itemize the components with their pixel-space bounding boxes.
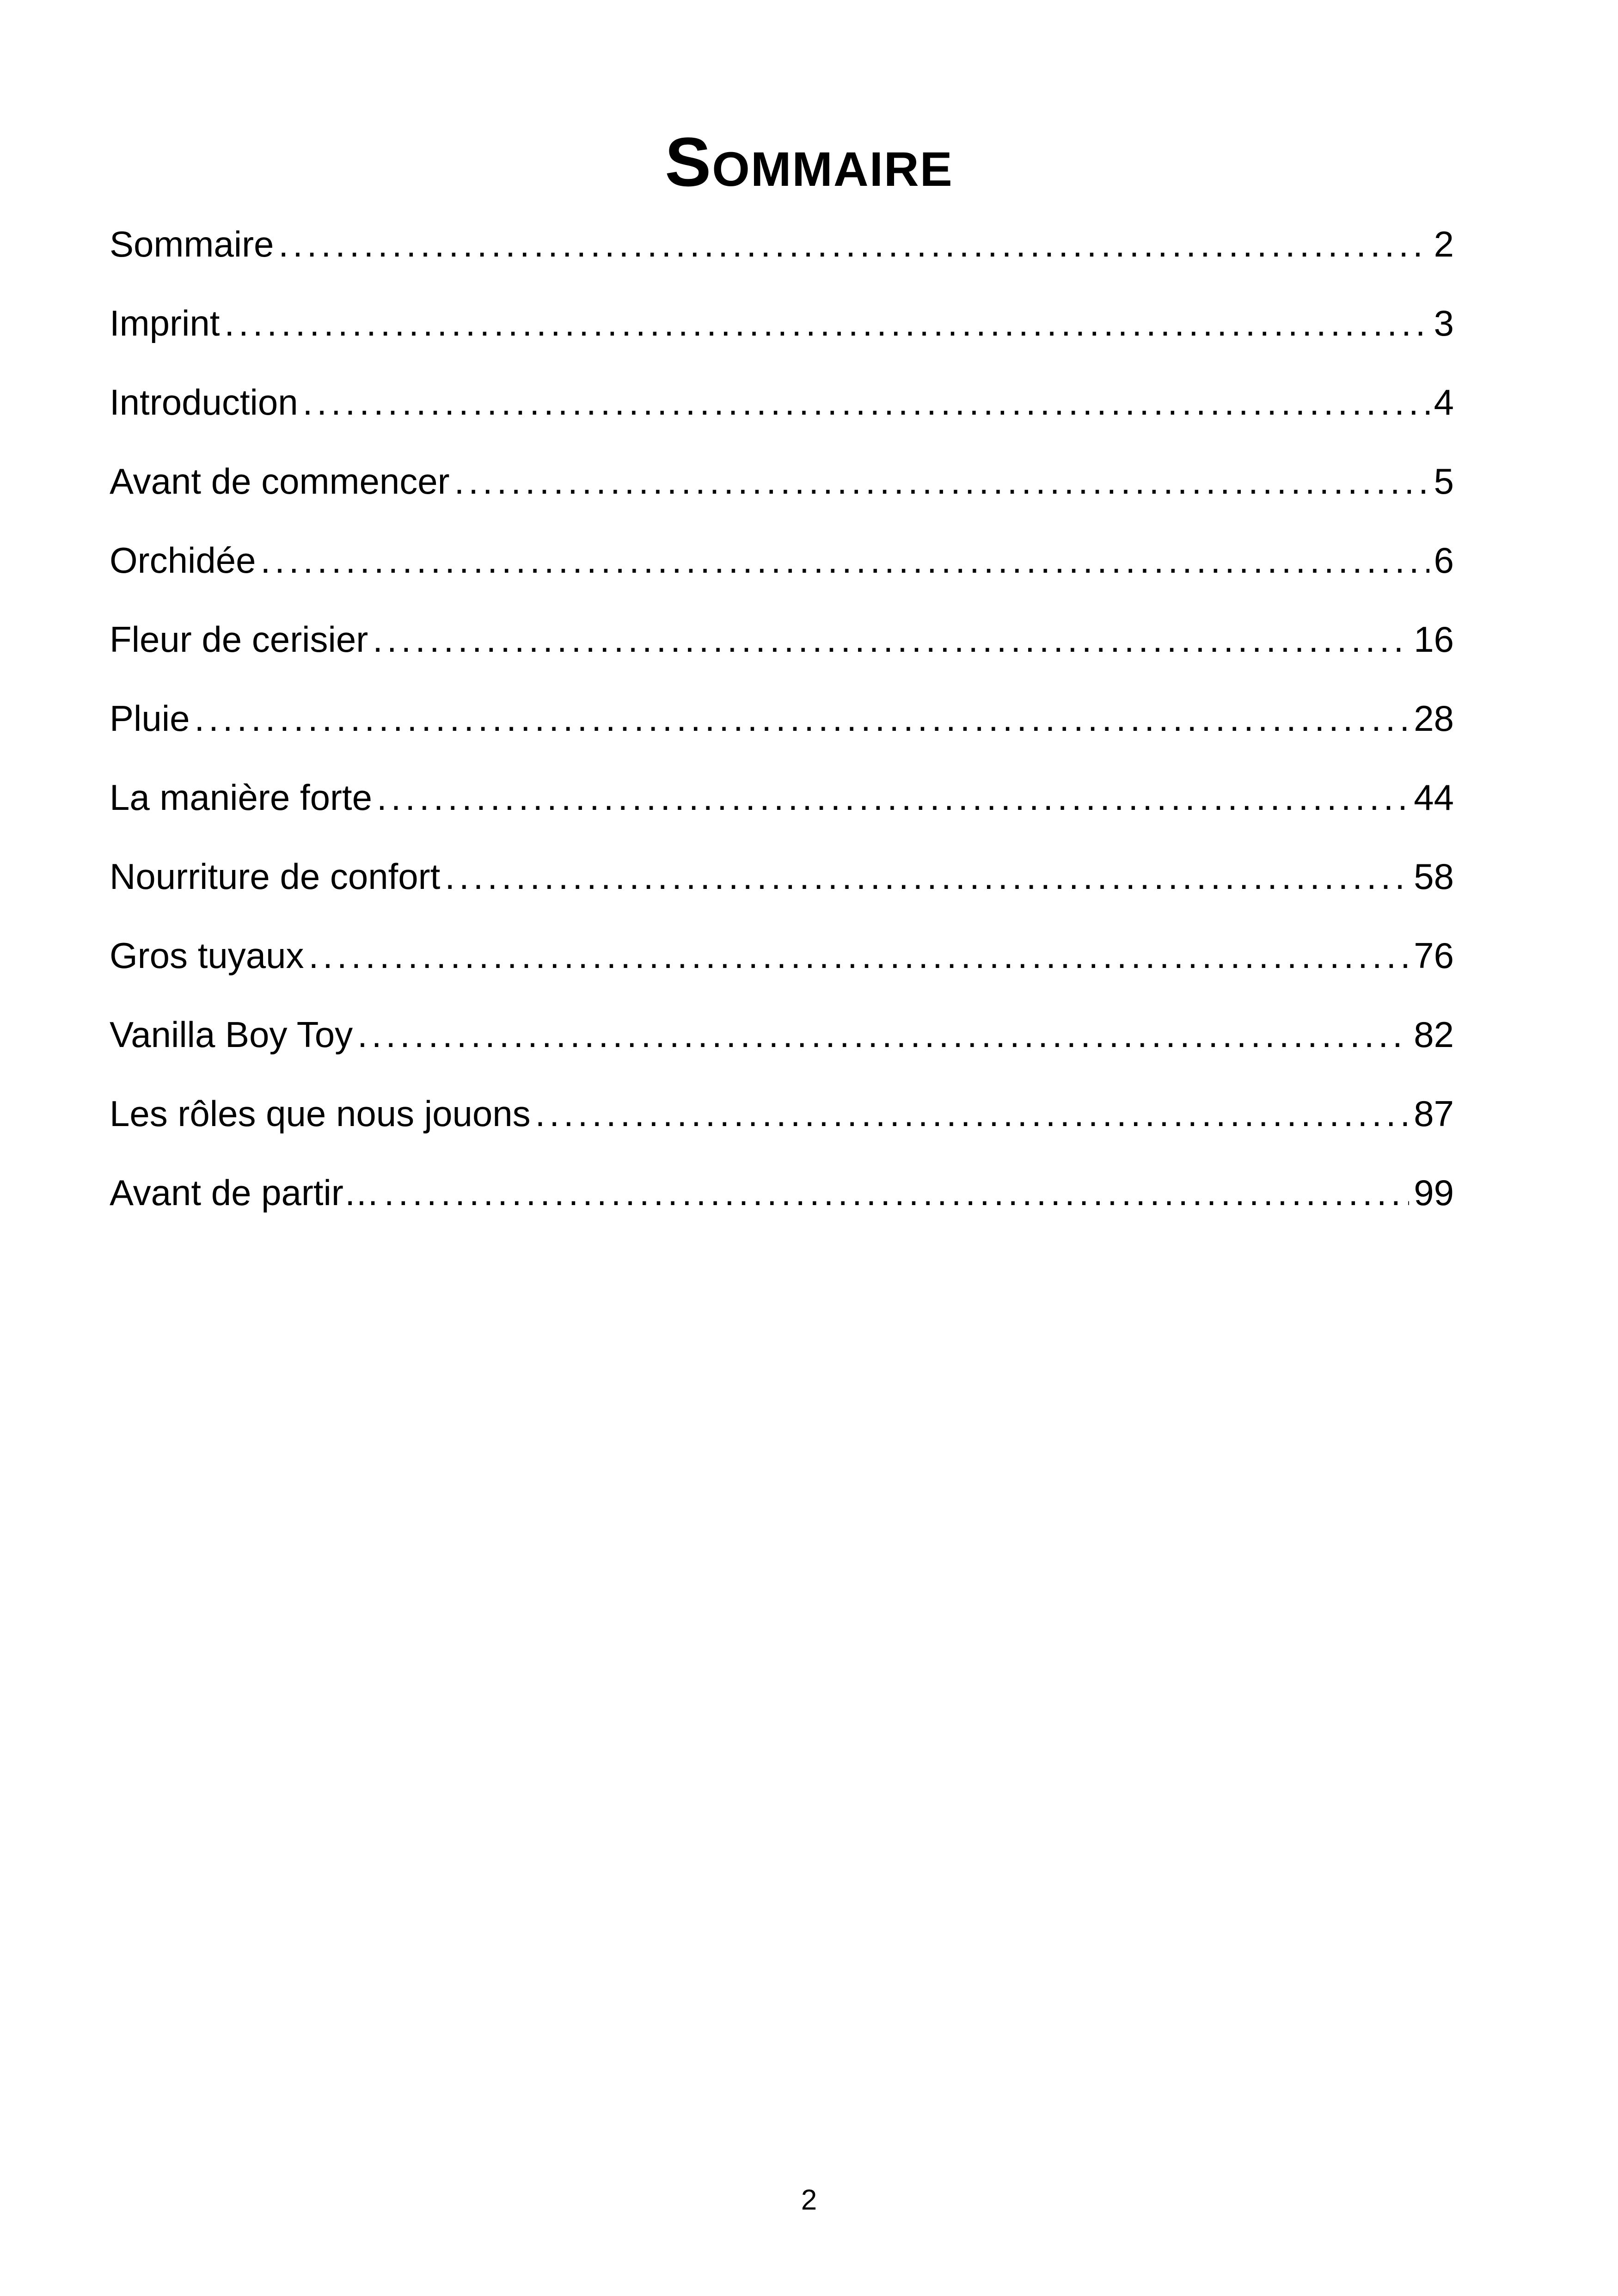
toc-entry-page: 76 [1414,935,1454,976]
toc-entry-title: Avant de partir… [110,1172,380,1213]
toc-entry[interactable] [110,849,1454,928]
toc-entry-page: 6 [1434,540,1454,581]
toc-entry-title: Orchidée [110,540,256,581]
toc-entry-title: Avant de commencer [110,461,450,502]
toc-entry-title: La manière forte [110,777,372,818]
toc-entry[interactable] [110,928,1454,1007]
dot-leader [309,928,1410,983]
toc-entry-title: Sommaire [110,224,274,264]
dot-leader [454,453,1429,509]
toc-entry[interactable] [110,770,1454,849]
toc-entry-page: 44 [1414,777,1454,818]
toc-entry-page: 82 [1414,1014,1454,1055]
toc-entry-page: 16 [1414,619,1454,660]
page-title: Sommaire [665,123,953,201]
toc-entry[interactable] [110,295,1454,374]
dot-leader [194,691,1409,746]
toc-entry-page: 2 [1434,224,1454,264]
dot-leader [445,849,1409,904]
dot-leader [278,216,1429,272]
toc-entry-title: Les rôles que nous jouons [110,1093,531,1134]
toc-entry-title: Nourriture de confort [110,856,441,897]
dot-leader [224,295,1429,351]
dot-leader [303,374,1429,430]
dot-leader [377,770,1409,825]
toc-entry-page: 3 [1434,303,1454,343]
dot-leader [535,1086,1410,1141]
dot-leader [384,1165,1409,1220]
dot-leader [357,1007,1409,1062]
toc-entry-page: 87 [1414,1093,1454,1134]
toc-entry-page: 58 [1414,856,1454,897]
toc-entry[interactable] [110,533,1454,612]
toc-entry[interactable] [110,1007,1454,1086]
toc-entry-title: Imprint [110,303,220,343]
toc-entry[interactable] [110,691,1454,770]
toc-entry[interactable] [110,1165,1454,1244]
toc-entry[interactable] [110,1086,1454,1165]
toc-entry-title: Fleur de cerisier [110,619,368,660]
toc-entry-title: Gros tuyaux [110,935,304,976]
toc-entry[interactable] [110,453,1454,533]
toc-entry-title: Introduction [110,382,298,422]
toc-entry[interactable] [110,612,1454,691]
toc-entry[interactable] [110,374,1454,453]
toc-entry-page: 99 [1414,1172,1454,1213]
toc-entry-title: Pluie [110,698,190,739]
toc-entry-page: 5 [1434,461,1454,502]
table-of-contents [110,216,1454,1244]
dot-leader [373,612,1409,667]
toc-entry-title: Vanilla Boy Toy [110,1014,353,1055]
toc-entry[interactable] [110,216,1454,295]
toc-entry-page: 28 [1414,698,1454,739]
toc-entry-page: 4 [1434,382,1454,422]
page-number: 2 [801,2184,817,2216]
dot-leader [261,533,1429,588]
